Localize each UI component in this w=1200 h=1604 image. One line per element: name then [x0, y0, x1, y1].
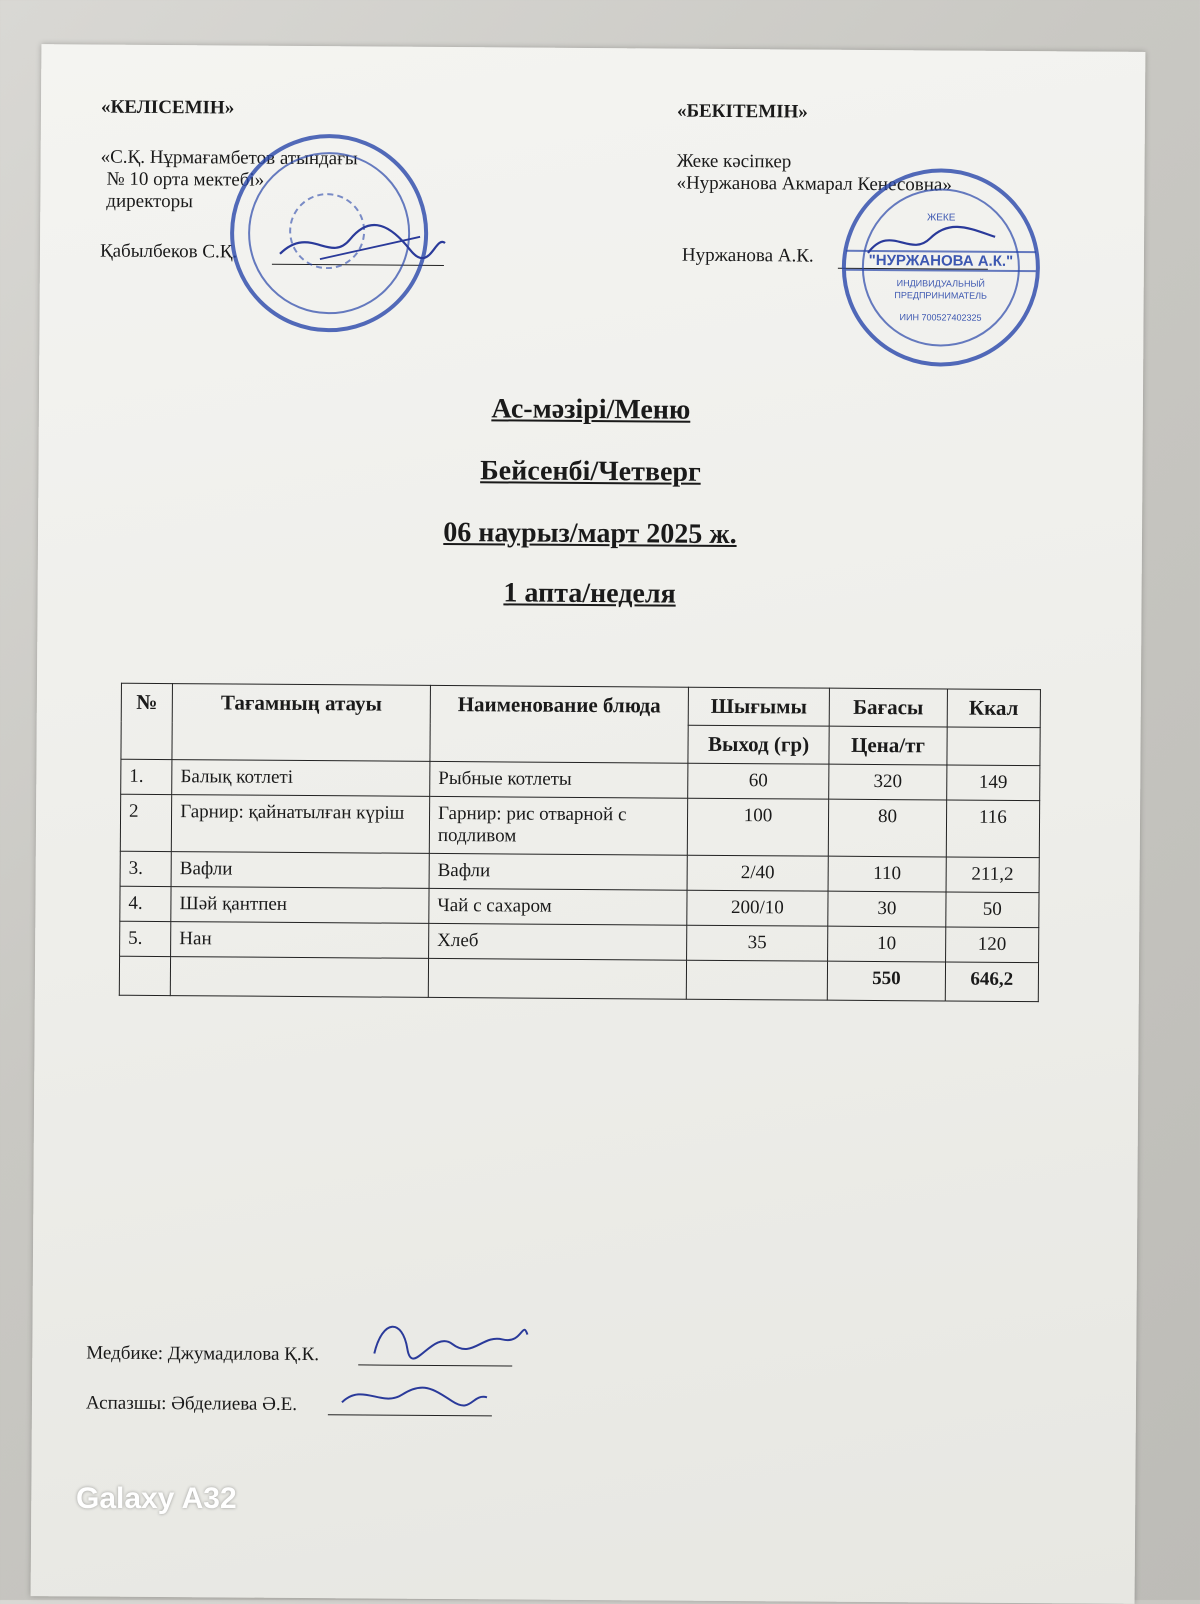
menu-week: 1 апта/неделя	[503, 577, 676, 610]
menu-table	[119, 683, 1041, 1002]
stamp-text-top: ЖЕКЕ	[926, 212, 956, 224]
dish-name-ru: Чай с сахаром	[429, 888, 687, 925]
menu-title: Ас-мәзірі/Меню	[491, 393, 691, 426]
col-header-price-ru: Цена/тг	[829, 726, 947, 765]
agreed-heading: «КЕЛІСЕМІН»	[100, 96, 235, 119]
stamp-text-iin: ИИН 700527402325	[899, 312, 982, 323]
entrepreneur-line-2: «Нуржанова Акмарал Кенесовна»	[676, 172, 952, 196]
row-number: 4.	[120, 886, 171, 921]
school-line-2: № 10 орта мектебі»	[106, 168, 265, 191]
total-empty-cell	[119, 956, 170, 995]
camera-watermark: Galaxy A32	[76, 1482, 237, 1515]
dish-price: 30	[828, 891, 946, 927]
col-header-output-kz: Шығымы	[688, 687, 830, 726]
row-number: 2	[120, 794, 172, 851]
row-number: 1.	[121, 759, 172, 794]
col-header-output-ru: Выход (гр)	[688, 725, 830, 764]
entrepreneur-signature	[860, 218, 1000, 269]
stamp-text-sub2: ПРЕДПРИНИМАТЕЛЬ	[894, 290, 988, 301]
dish-price: 10	[828, 926, 946, 962]
table-row	[120, 794, 1039, 857]
dish-price: 320	[829, 764, 947, 800]
dish-output: 2/40	[687, 855, 829, 891]
school-line-3: директоры	[106, 190, 193, 213]
menu-date: 06 наурыз/март 2025 ж.	[443, 516, 737, 551]
entrepreneur-line-1: Жеке кәсіпкер	[676, 150, 792, 173]
col-header-kcal: Ккал	[947, 689, 1041, 728]
stamp-text-sub1: ИНДИВИДУАЛЬНЫЙ	[896, 278, 985, 289]
row-number: 5.	[120, 921, 171, 956]
table-header-row	[121, 683, 1040, 727]
dish-kcal: 50	[945, 892, 1039, 928]
dish-name-ru: Гарнир: рис отварной с подливом	[429, 796, 687, 855]
dish-name-kz: Шәй қантпен	[171, 887, 429, 924]
dish-output: 100	[687, 798, 829, 856]
dish-name-kz: Вафли	[171, 852, 429, 889]
cook-signature	[332, 1372, 492, 1419]
dish-name-kz: Гарнир: қайнатылған күріш	[171, 795, 429, 854]
total-kcal: 646,2	[945, 962, 1039, 1002]
menu-day: Бейсенбі/Четверг	[480, 455, 701, 488]
dish-name-ru: Хлеб	[429, 923, 687, 960]
dish-name-ru: Вафли	[429, 853, 687, 890]
table-total-row	[119, 956, 1038, 1001]
total-empty-cell	[428, 958, 686, 999]
school-line-1: «С.Қ. Нұрмағамбетов атындағы	[100, 146, 358, 170]
director-signature	[270, 214, 450, 275]
stamp-text-main: "НУРЖАНОВА А.К."	[846, 250, 1036, 272]
dish-kcal: 149	[946, 765, 1040, 801]
medic-signature-line: Медбике: Джумадилова Қ.К.	[86, 1342, 320, 1366]
medic-signature	[362, 1308, 532, 1369]
approved-heading: «БЕКІТЕМІН»	[676, 100, 808, 123]
dish-kcal: 120	[945, 927, 1039, 963]
paper-document	[31, 44, 1146, 1604]
col-header-number: №	[121, 683, 173, 759]
total-price: 550	[828, 961, 946, 1001]
dish-name-kz: Балық котлеті	[172, 760, 430, 797]
dish-kcal: 211,2	[946, 857, 1040, 893]
entrepreneur-signature-line: Нуржанова А.К.	[681, 244, 814, 267]
dish-kcal: 116	[946, 800, 1040, 858]
row-number: 3.	[120, 851, 171, 886]
dish-price: 110	[828, 856, 946, 892]
dish-name-kz: Нан	[171, 922, 429, 959]
col-header-name-ru: Наименование блюда	[430, 685, 688, 763]
cook-signature-line: Аспазшы: Әбделиева Ә.Е.	[85, 1392, 298, 1415]
dish-price: 80	[829, 799, 947, 857]
col-header-kcal-empty	[947, 727, 1041, 766]
total-empty-cell	[686, 960, 828, 1000]
col-header-price-kz: Бағасы	[829, 688, 947, 727]
dish-output: 60	[687, 763, 829, 799]
director-signature-line: Қабылбеков С.Қ.	[99, 240, 238, 263]
dish-output: 200/10	[687, 890, 829, 926]
col-header-name-kz: Тағамның атауы	[172, 684, 430, 762]
total-empty-cell	[170, 957, 428, 998]
dish-output: 35	[686, 925, 828, 961]
dish-name-ru: Рыбные котлеты	[430, 761, 688, 798]
